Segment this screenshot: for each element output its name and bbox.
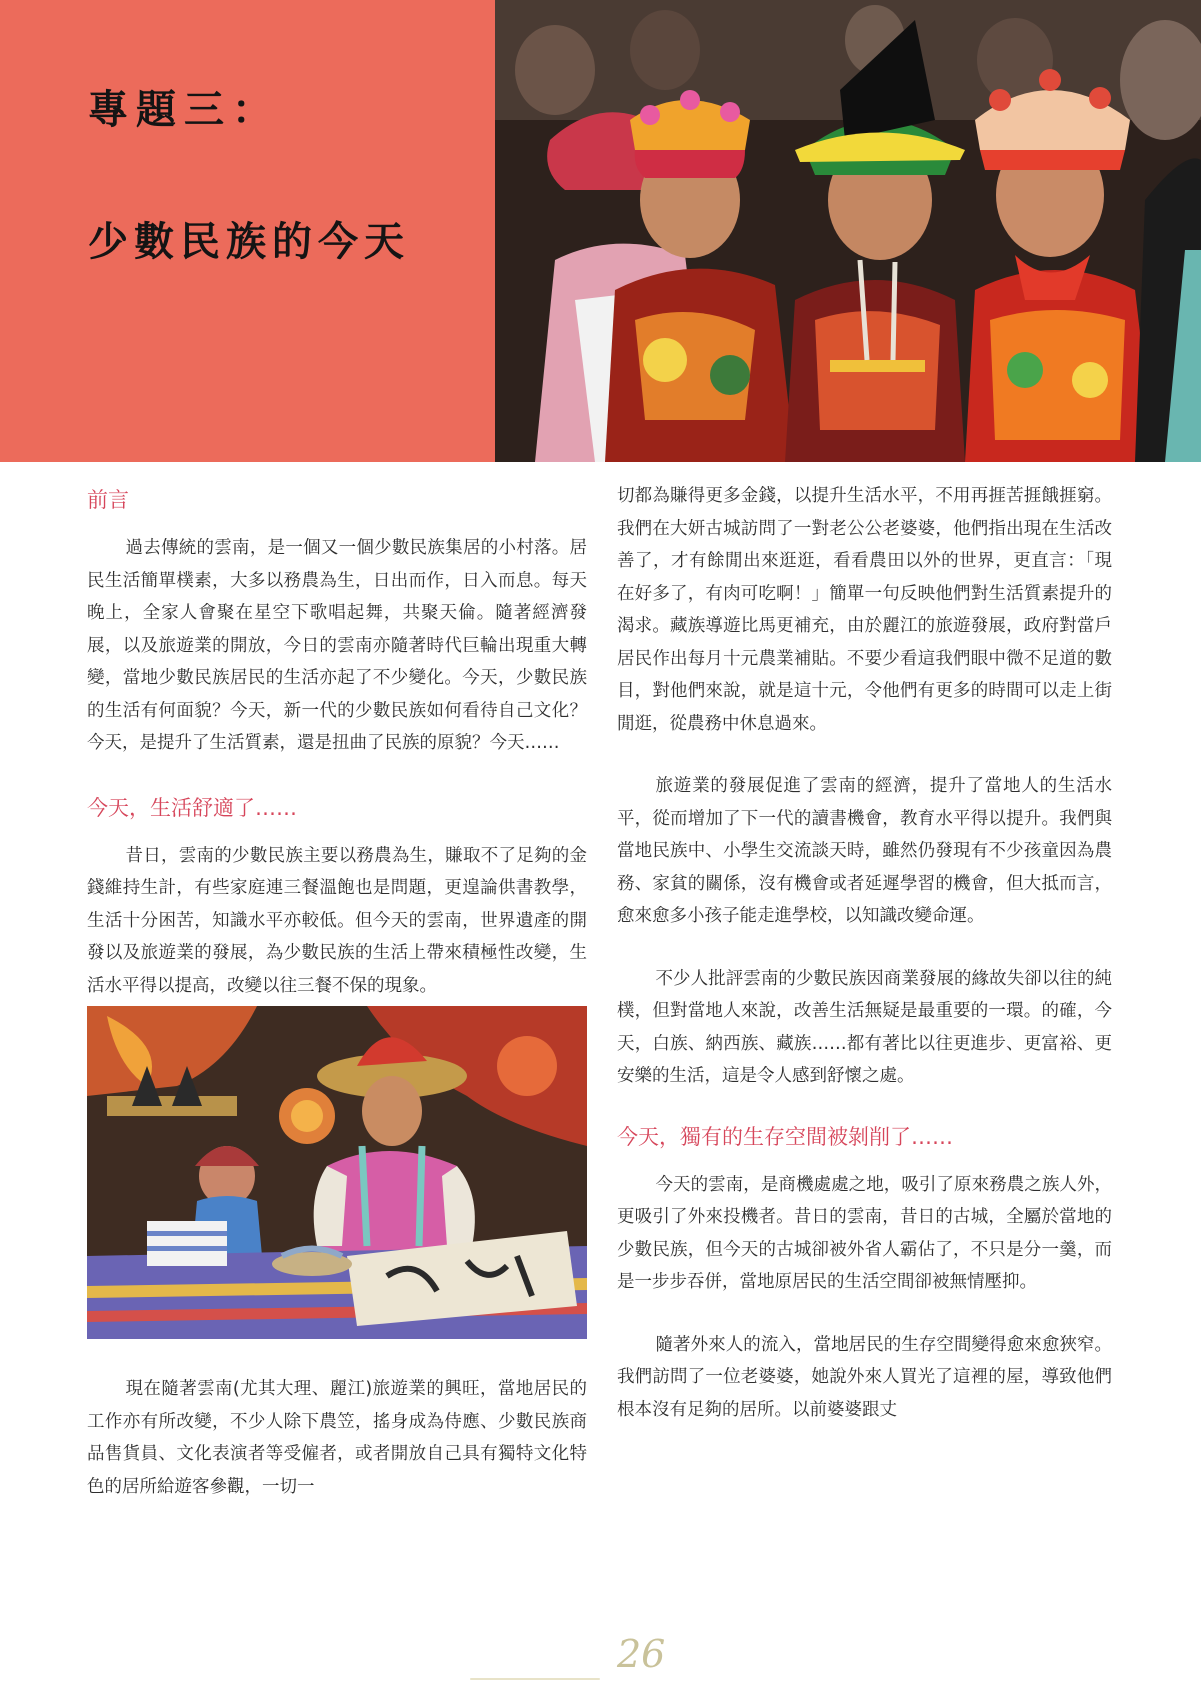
intro-paragraph: 過去傳統的雲南，是一個又一個少數民族集居的小村落。居民生活簡單樸素，大多以務農為生，日出而作，日入而息。每天晚上，全家人會聚在星空下歌唱起舞，共聚天倫。隨著經濟發展，以及旅遊業的開放，今日的雲南亦隨著時代巨輪出現重大轉變，當地少數民族居民的生活亦起了不少變化。今天，少數民族的生活有何面貌？今天，新一代的少數民族如何看待自己文化？今天，是提升了生活質素，還是扭曲了民族的原貌？今天…… (87, 538, 587, 753)
topic-label: 專題三： (88, 86, 280, 133)
business-paragraph: 今天的雲南，是商機處處之地，吸引了原來務農之族人外，更吸引了外來投機者。昔日的雲南，昔日的古城，全屬於當地的少數民族，但今天的古城卻被外省人霸佔了，不只是分一羹，而是一步步吞併，當地原居民的生活空間卻被無情壓抑。 (617, 1174, 1112, 1292)
comfortable-paragraph: 昔日，雲南的少數民族主要以務農為生，賺取不了足夠的金錢維持生計，有些家庭連三餐溫飽也是問題，更遑論供書教學，生活十分困苦，知識水平亦較低。但今天的雲南，世界遺產的開發以及旅遊業的發展，為少數民族的生活上帶來積極性改變，生活水平得以提高，改變以往三餐不保的現象。 (87, 845, 587, 996)
section-heading-intro: 前言 (87, 488, 129, 512)
page-title: 少數民族的今天 (88, 218, 410, 265)
page-number: 26 (617, 1632, 666, 1676)
tourism-work-paragraph: 現在隨著雲南(尤其大理、麗江)旅遊業的興旺，當地居民的工作亦有所改變，不少人除下農笠，搖身成為侍應、少數民族商品售貨員、文化表演者等受僱者，或者開放自己具有獨特文化特色的居所給遊客參觀，一切一 (87, 1379, 587, 1497)
section-heading-comfortable: 今天，生活舒適了…… (87, 795, 297, 820)
footer-divider (470, 1678, 600, 1680)
section-heading-space: 今天，獨有的生存空間被剝削了…… (617, 1124, 953, 1149)
title-block (0, 0, 495, 462)
living-space-paragraph: 隨著外來人的流入，當地居民的生存空間變得愈來愈狹窄。我們訪問了一位老婆婆，她說外來人買光了這裡的屋，導致他們根本沒有足夠的居所。以前婆婆跟丈 (617, 1334, 1112, 1420)
education-paragraph: 旅遊業的發展促進了雲南的經濟，提升了當地人的生活水平，從而增加了下一代的讀書機會，教育水平得以提升。我們與當地民族中、小學生交流談天時，雖然仍發現有不少孩童因為農務、家貧的關係，沒有機會或者延遲學習的機會，但大抵而言，愈來愈多小孩子能走進學校，以知識改變命運。 (617, 776, 1112, 926)
right-column (617, 480, 1112, 1426)
criticism-paragraph: 不少人批評雲南的少數民族因商業發展的緣故失卻以往的純樸，但對當地人來說，改善生活無疑是最重要的一環。的確，今天，白族、納西族、藏族……都有著比以往更進步、更富裕、更安樂的生活，這是令人感到舒懷之處。 (617, 968, 1112, 1086)
calligraphy-vendor-photo (87, 1006, 587, 1339)
hero-photo (495, 0, 1201, 462)
left-column (87, 480, 587, 1503)
continued-paragraph: 切都為賺得更多金錢，以提升生活水平，不用再捱苦捱餓捱窮。我們在大妍古城訪問了一對老公公老婆婆，他們指出現在生活改善了，才有餘閒出來逛逛，看看農田以外的世界，更直言：「現在好多了，有肉可吃啊！」簡單一句反映他們對生活質素提升的渴求。藏族導遊比馬更補充，由於麗江的旅遊發展，政府對當戶居民作出每月十元農業補貼。不要少看這我們眼中微不足道的數目，對他們來說，就是這十元，令他們有更多的時間可以走上街閒逛，從農務中休息過來。 (617, 486, 1112, 734)
